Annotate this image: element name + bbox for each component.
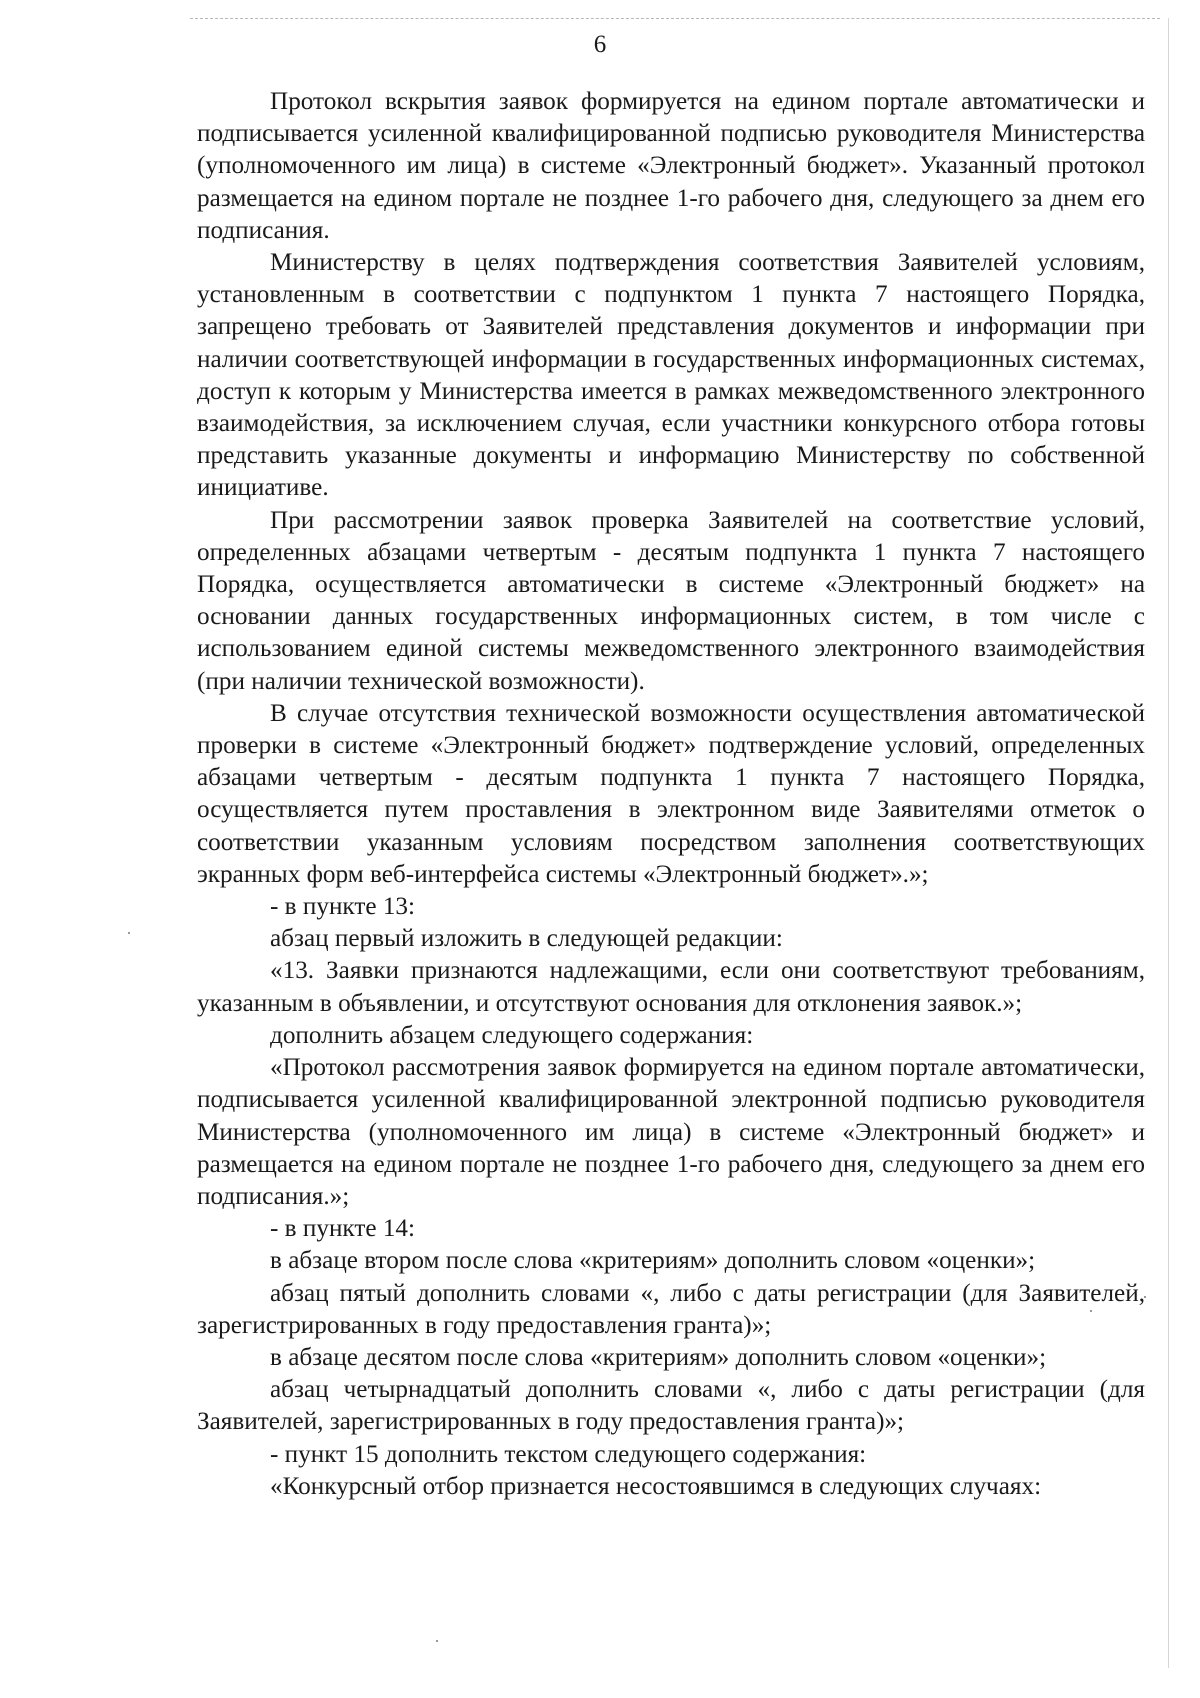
paragraph-item-14-abzac-2: в абзаце втором после слова «критериям» дополнить словом «оценки»;: [270, 1247, 1036, 1275]
paragraph-manual-confirmation: В случае отсутствия технической возможности осуществления автоматической проверки в системе «Электронный бюджет» подтверждение условий, определенных абзацами четвертым - десятым подпункта 1 пункта 7 настоящего Порядка, осуществляется путем проставления в электронном виде Заявителями отметок о соответствии указанным условиям посредством заполнения соответствующих экранных форм веб-интерфейса системы «Электронный бюджет».»;: [197, 699, 1145, 888]
paragraph-item-14-abzac-14: абзац четырнадцатый дополнить словами «, либо с даты регистрации (для Заявителей, зарегистрированных в году предоставления гранта)»;: [197, 1376, 1145, 1436]
paragraph-item-13-first-abzac: абзац первый изложить в следующей редакции:: [270, 925, 783, 953]
paragraph-item-15-heading: - пункт 15 дополнить текстом следующего содержания:: [270, 1440, 867, 1468]
document-body: [197, 86, 1145, 1503]
paragraph-automatic-check: При рассмотрении заявок проверка Заявителей на соответствие условий, определенных абзацами четвертым - десятым подпункта 1 пункта 7 настоящего Порядка, осуществляется автоматически в системе «Электронный бюджет» на основании данных государственных информационных систем, в том числе с использованием единой системы межведомственного электронного взаимодействия (при наличии технической возможности).: [197, 506, 1145, 695]
paragraph-item-13-new-text: «13. Заявки признаются надлежащими, если они соответствуют требованиям, указанным в объявлении, и отсутствуют основания для отклонения заявок.»;: [197, 957, 1145, 1017]
paragraph-item-13-add-abzac: дополнить абзацем следующего содержания:: [270, 1021, 754, 1049]
page-number: 6: [593, 31, 607, 58]
scan-artifact-right-edge: [1168, 18, 1169, 1668]
paragraph-item-15-text: «Конкурсный отбор признается несостоявшимся в следующих случаях:: [270, 1472, 1042, 1500]
paragraph-item-13-heading: - в пункте 13:: [270, 893, 416, 921]
paragraph-item-14-abzac-10: в абзаце десятом после слова «критериям» дополнить словом «оценки»;: [270, 1343, 1047, 1371]
scan-speck: [128, 932, 130, 934]
paragraph-item-14-abzac-5: абзац пятый дополнить словами «, либо с даты регистрации (для Заявителей, зарегистрированных в году предоставления гранта)»;: [197, 1279, 1145, 1339]
scan-artifact-top-edge: [190, 18, 1160, 19]
paragraph-review-protocol: «Протокол рассмотрения заявок формируется на едином портале автоматически, подписывается усиленной квалифицированной электронной подписью руководителя Министерства (уполномоченного им лица) в системе «Электронный бюджет» и размещается на едином портале не позднее 1-го рабочего дня, следующего за днем его подписания.»;: [197, 1054, 1145, 1210]
paragraph-item-14-heading: - в пункте 14:: [270, 1215, 416, 1243]
paragraph-opening-protocol: Протокол вскрытия заявок формируется на едином портале автоматически и подписывается усиленной квалифицированной подписью руководителя Министерства (уполномоченного им лица) в системе «Электронный бюджет». Указанный протокол размещается на едином портале не позднее 1-го рабочего дня, следующего за днем его подписания.: [197, 88, 1145, 244]
scan-speck: [436, 1640, 438, 1642]
paragraph-ministry-restriction: Министерству в целях подтверждения соответствия Заявителей условиям, установленным в соответствии с подпунктом 1 пункта 7 настоящего Порядка, запрещено требовать от Заявителей представления документов и информации при наличии соответствующей информации в государственных информационных системах, доступ к которым у Министерства имеется в рамках межведомственного электронного взаимодействия, за исключением случая, если участники конкурсного отбора готовы представить указанные документы и информацию Министерству по собственной инициативе.: [197, 249, 1145, 502]
